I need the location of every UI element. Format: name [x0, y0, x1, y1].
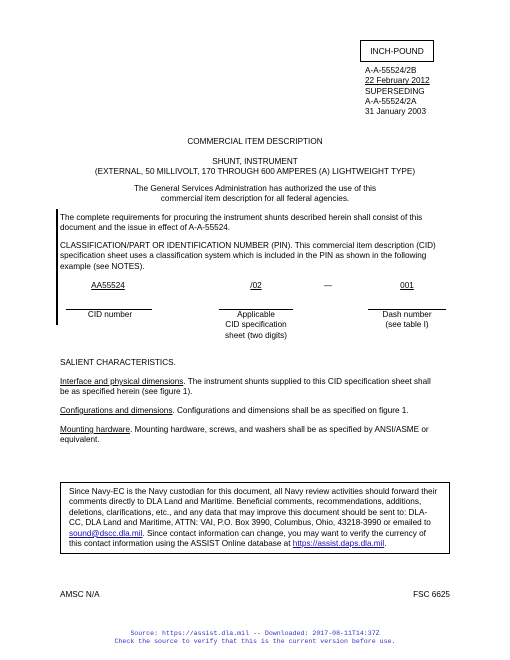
interface-text-2: be as specified herein (see figure 1). [60, 387, 193, 397]
authorization-line-2: commercial item description for all federal agencies. [160, 194, 350, 203]
config-title: Configurations and dimensions [60, 406, 173, 415]
config-paragraph [60, 406, 450, 416]
pin-cid-number: AA55524 [91, 281, 125, 290]
mounting-title: Mounting hardware [60, 425, 131, 434]
item-subtitle: (EXTERNAL, 50 MILLIVOLT, 170 THROUGH 600 AMPERES (A) LIGHTWEIGHT TYPE) [94, 167, 416, 176]
classification-line-2: specification sheet uses a classification system which is included in the PIN as shown in the following [60, 251, 427, 261]
interface-text-1: . The instrument shunts supplied to this CID specification sheet shall [183, 377, 431, 386]
pin-dash-separator: — [323, 281, 333, 290]
pin-dash-number: 001 [400, 281, 414, 290]
document-type-title: COMMERCIAL ITEM DESCRIPTION [187, 137, 323, 146]
pin-label-cid-number: CID number [87, 310, 133, 319]
requirements-paragraph [60, 213, 450, 234]
custodian-notice-box [60, 482, 450, 554]
inch-pound-box [360, 40, 434, 62]
notice-line-6: this contact information using the ASSIST Online database at [69, 539, 293, 549]
notice-line-2: comments directly to DLA Land and Maritime. Beneficial comments, recommendations, additions, [69, 497, 422, 507]
mounting-text-2: equivalent. [60, 435, 100, 445]
pin-label-spec-sheet-line-2: CID specification [225, 320, 287, 330]
fsc-label: FSC 6625 [413, 590, 450, 599]
download-source-note [0, 630, 510, 646]
mounting-paragraph [60, 425, 450, 446]
notice-line-3: deletions, clarifications, etc., and any data that may improve this document should be sent to: DLA- [69, 507, 428, 517]
pin-label-spec-sheet-line-3: sheet (two digits) [225, 330, 287, 340]
pin-spec-sheet: /02 [250, 281, 262, 290]
revision-change-bar [56, 209, 58, 325]
document-id-block [365, 66, 430, 117]
pin-label-dash-number-line-1: Dash number [382, 310, 432, 319]
document-date: 22 February 2012 [365, 76, 430, 86]
superseded-id: A-A-55524/2A [365, 96, 417, 106]
interface-title: Interface and physical dimensions [60, 377, 184, 386]
assist-link[interactable]: https://assist.daps.dla.mil [292, 539, 385, 549]
notice-line-4: CC, DLA Land and Maritime, ATTN: VAI, P.O. Box 3990, Columbus, Ohio, 43218-3990 or emailed to [69, 518, 431, 528]
superseding-label: SUPERSEDING [365, 86, 425, 96]
pin-label-spec-sheet-line-1: Applicable [237, 310, 275, 319]
pin-label-spec-sheet [206, 310, 306, 341]
classification-line-3: example (see NOTES). [60, 261, 145, 271]
document-id: A-A-55524/2B [365, 66, 417, 75]
pin-label-dash-number-line-2: (see table I) [385, 320, 429, 330]
email-link[interactable]: sound@dscc.dla.mil [69, 528, 143, 538]
notice-line-1: Since Navy-EC is the Navy custodian for this document, all Navy review activities should forward their [69, 487, 438, 496]
interface-paragraph [60, 377, 450, 398]
requirements-line-2: document and the issue in effect of A-A-55524. [60, 223, 231, 233]
item-title: SHUNT, INSTRUMENT [212, 157, 298, 166]
amsc-label: AMSC N/A [60, 590, 100, 599]
classification-paragraph [60, 241, 450, 272]
inch-pound-label: INCH-POUND [370, 45, 424, 56]
classification-line-1: CLASSIFICATION/PART OR IDENTIFICATION NUMBER (PIN). This commercial item description (CID) [60, 241, 436, 250]
requirements-line-1: The complete requirements for procuring the instrument shunts described herein shall consist of this [60, 213, 423, 222]
pin-label-dash-number [357, 310, 457, 331]
superseded-date: 31 January 2003 [365, 107, 426, 117]
notice-line-5: . Since contact information can change, you may want to verify the currency of [142, 528, 426, 538]
notice-line-6-end: . [384, 539, 387, 549]
source-line-1: Source: https://assist.dla.mil -- Downloaded: 2017-08-11T14:37Z [130, 630, 380, 637]
salient-heading: SALIENT CHARACTERISTICS. [60, 358, 176, 367]
source-line-2: Check the source to verify that this is the current version before use. [114, 638, 396, 645]
config-text: . Configurations and dimensions shall be as specified on figure 1. [172, 406, 409, 415]
authorization-line-1: The General Services Administration has authorized the use of this [133, 184, 377, 193]
mounting-text-1: . Mounting hardware, screws, and washers shall be as specified by ANSI/ASME or [130, 425, 429, 434]
